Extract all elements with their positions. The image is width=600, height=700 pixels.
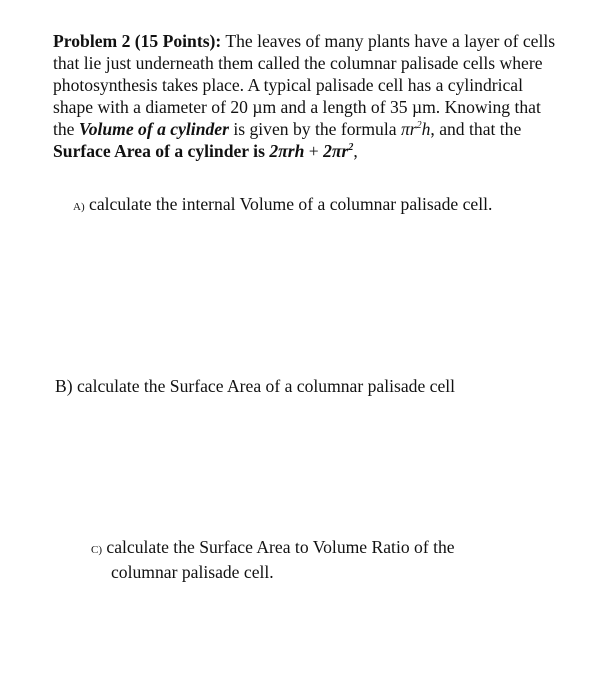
problem-statement bbox=[53, 30, 563, 162]
volume-formula bbox=[401, 119, 430, 139]
part-a-text: calculate the internal Volume of a columnar palisade cell. bbox=[84, 194, 493, 214]
part-a bbox=[73, 193, 492, 218]
surface-formula-exponent: 2 bbox=[348, 142, 354, 153]
surface-formula-term-2: 2πr bbox=[323, 141, 349, 161]
part-c-marker: C) bbox=[91, 544, 102, 556]
volume-phrase: Volume of a cylinder bbox=[78, 119, 229, 139]
problem-paragraph bbox=[53, 30, 563, 162]
problem-text-2: is given by the formula bbox=[228, 119, 401, 139]
surface-formula-plus: + bbox=[304, 141, 324, 161]
problem-text-1: The leaves of many plants have a layer of cells that lie just underneath them called the columnar palisade cells where photosynthesis takes place. A typical palisade cell has a cylindrical shape with a diameter of 20 µm and a length of 35 µm. Knowing that the bbox=[53, 31, 556, 139]
problem-text-3: , and that the bbox=[430, 119, 522, 139]
volume-formula-exponent: 2 bbox=[416, 120, 422, 131]
surface-formula-term-1: 2πrh bbox=[269, 141, 305, 161]
part-c-line-1 bbox=[91, 536, 551, 561]
part-a-marker: A) bbox=[73, 201, 85, 213]
part-b-text: B) calculate the Surface Area of a columnar palisade cell bbox=[55, 376, 456, 396]
problem-text-4: , bbox=[353, 141, 358, 161]
volume-formula-tail: h bbox=[421, 119, 431, 139]
volume-formula-base: πr bbox=[400, 119, 417, 139]
part-c-text-1: calculate the Surface Area to Volume Ratio of the bbox=[102, 537, 455, 557]
part-b bbox=[55, 375, 455, 397]
part-c bbox=[91, 536, 551, 583]
surface-phrase: Surface Area of a cylinder is bbox=[53, 141, 270, 161]
part-c-line-2: columnar palisade cell. bbox=[111, 562, 274, 582]
problem-heading: Problem 2 (15 Points): bbox=[53, 31, 222, 51]
surface-formula bbox=[269, 141, 353, 161]
